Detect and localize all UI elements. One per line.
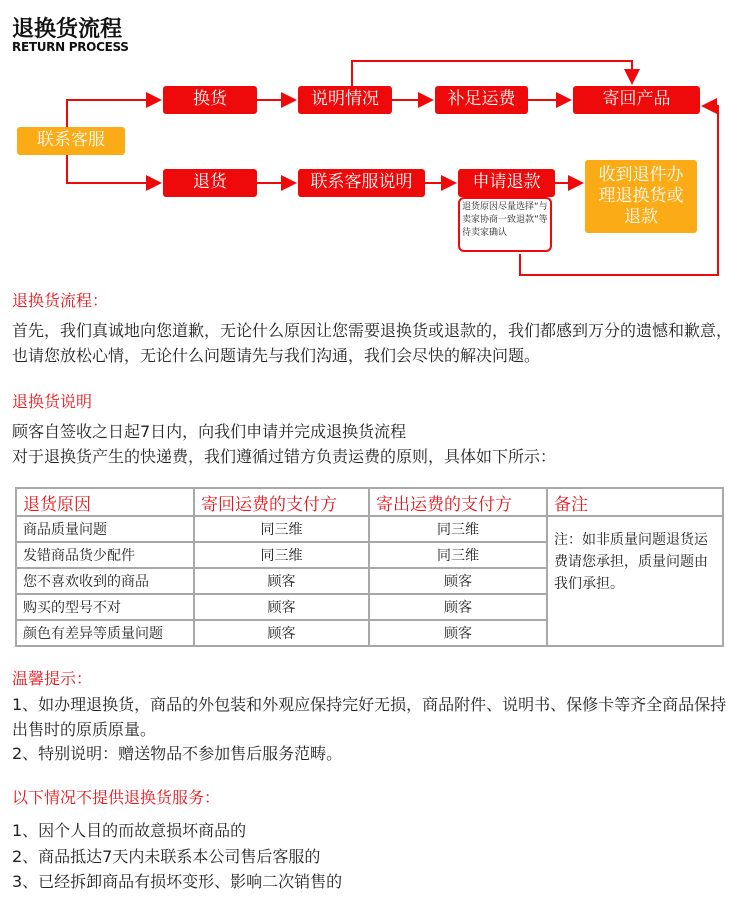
column-header: 备注 xyxy=(547,488,723,516)
text-line: 1、因个人目的而故意损坏商品的 xyxy=(12,821,247,840)
text-line: 3、已经拆卸商品有损坏变形、影响二次销售的 xyxy=(12,872,343,891)
section-text: 首先，我们真诚地向您道歉，无论什么原因让您需要退换货或退款的，我们都感到万分的遗憾和歉意，也请您放松心情，无论什么问题请先与我们沟通，我们会尽快的解决问题。 xyxy=(12,321,733,365)
page-title: 退换货流程 xyxy=(12,17,123,42)
section-heading: 以下情况不提供退换货服务： xyxy=(12,788,221,807)
refund-note: 退货原因尽量选择“与卖家协商一致退款”等待卖家确认 xyxy=(458,197,552,252)
cell: 同三维 xyxy=(369,516,547,542)
column-header: 退货原因 xyxy=(16,488,194,516)
cell: 同三维 xyxy=(369,542,547,568)
text-line: 顾客自签收之日起7日内，向我们申请并完成退换货流程 xyxy=(12,422,407,441)
section-heading: 退换货流程： xyxy=(12,291,109,310)
cell: 同三维 xyxy=(194,516,369,542)
cell: 顾客 xyxy=(194,620,369,646)
cell: 商品质量问题 xyxy=(16,516,194,542)
cell: 顾客 xyxy=(194,568,369,594)
flow-step-return: 退货 xyxy=(163,169,257,197)
cell: 顾客 xyxy=(369,594,547,620)
cell: 顾客 xyxy=(369,568,547,594)
cell: 您不喜欢收到的商品 xyxy=(16,568,194,594)
cell: 购买的型号不对 xyxy=(16,594,194,620)
cell: 顾客 xyxy=(369,620,547,646)
section-heading: 温馨提示： xyxy=(12,669,93,688)
cell: 颜色有差异等质量问题 xyxy=(16,620,194,646)
flow-step-send-back: 寄回产品 xyxy=(573,86,700,114)
text-line: 2、商品抵达7天内未联系本公司售后客服的 xyxy=(12,847,321,866)
arrow-skip-loop xyxy=(352,61,632,86)
cell: 同三维 xyxy=(194,542,369,568)
flow-step-pay-shipping: 补足运费 xyxy=(435,86,528,114)
flow-step-final: 收到退件办理退换货或退款 xyxy=(585,160,697,233)
flow-step-contact-explain: 联系客服说明 xyxy=(298,169,425,197)
text-line: 2、特别说明：赠送物品不参加售后服务范畴。 xyxy=(12,744,343,763)
column-header: 寄出运费的支付方 xyxy=(369,488,547,516)
section-heading: 退换货说明 xyxy=(12,392,93,411)
flow-step-request-refund: 申请退款 xyxy=(458,169,555,197)
shipping-fee-table xyxy=(15,487,724,647)
flow-step-exchange: 换货 xyxy=(163,86,257,114)
flow-step-explain: 说明情况 xyxy=(298,86,392,114)
page-subtitle: RETURN PROCESS xyxy=(12,40,129,54)
arrow-to-exchange xyxy=(67,100,160,127)
cell: 发错商品货少配件 xyxy=(16,542,194,568)
text-line: 对于退换货产生的快递费，我们遵循过错方负责运费的原则，具体如下所示： xyxy=(12,447,557,466)
table-header-row xyxy=(16,488,723,516)
flow-step-contact-service: 联系客服 xyxy=(17,127,125,155)
table-row xyxy=(16,516,723,542)
arrow-to-return xyxy=(67,155,160,183)
cell: 顾客 xyxy=(194,594,369,620)
text-line: 1、如办理退换货，商品的外包装和外观应保持完好无损，商品附件、说明书、保修卡等齐全商品保持出售时的原质原量。 xyxy=(12,695,727,739)
remark-cell: 注：如非质量问题退货运费请您承担，质量问题由我们承担。 xyxy=(547,516,723,646)
column-header: 寄回运费的支付方 xyxy=(194,488,369,516)
